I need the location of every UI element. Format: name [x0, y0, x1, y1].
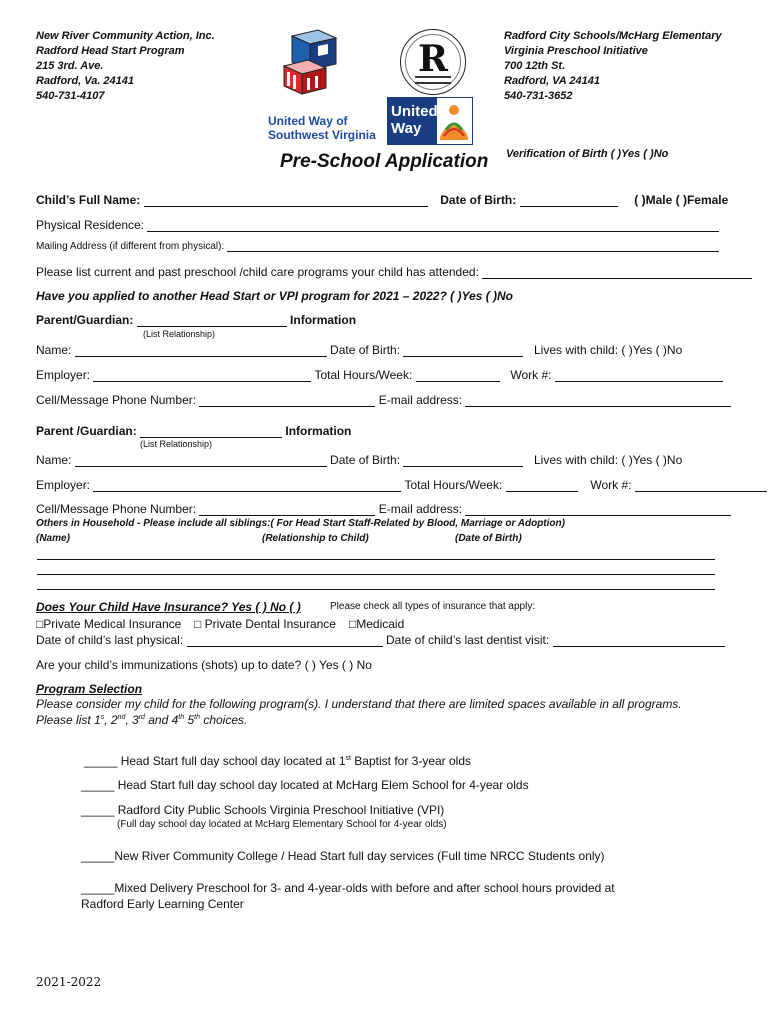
- header-left-address: [36, 29, 215, 104]
- guardian1-employer-row: [36, 368, 723, 382]
- guardian2-email-label: E-mail address:: [378, 502, 463, 516]
- last-dentist-row: [386, 633, 725, 647]
- instruction-part: , 3: [125, 713, 139, 727]
- guardian1-dob-field[interactable]: [403, 344, 523, 357]
- city-state: Radford, VA 24141: [504, 75, 600, 87]
- uw-logo-line1: United: [391, 103, 438, 120]
- program-name: Radford Head Start Program: [36, 45, 185, 57]
- phone-number: 540-731-3652: [504, 90, 573, 102]
- instruction-part: 5: [184, 713, 195, 727]
- guardian1-email-field[interactable]: [465, 394, 731, 407]
- head-start-blocks-logo: [278, 28, 348, 96]
- child-name-row: [36, 193, 728, 207]
- program-option-3-detail: (Full day school day located at McHarg Elementary School for 4-year olds): [117, 819, 447, 830]
- child-gender-choice[interactable]: ( )Male ( )Female: [634, 193, 729, 207]
- preschool-history-field[interactable]: [482, 266, 752, 279]
- page-title: Pre-School Application: [280, 151, 489, 172]
- household-line-3[interactable]: [37, 589, 715, 590]
- immunizations-question[interactable]: Are your child’s immunizations (shots) up to date? ( ) Yes ( ) No: [36, 658, 372, 672]
- radford-logo-letter: R: [418, 38, 448, 80]
- guardian2-employer-field[interactable]: [93, 479, 401, 492]
- guardian1-relationship-field[interactable]: [137, 314, 287, 327]
- united-way-hand-icon: [438, 100, 470, 142]
- private-dental-checkbox[interactable]: □ Private Dental Insurance: [194, 617, 336, 631]
- guardian2-heading-row: [36, 424, 351, 438]
- household-col-name: (Name): [36, 533, 70, 544]
- preschool-history-label: Please list current and past preschool /child care programs your child has attended:: [36, 265, 479, 279]
- preschool-history-row: [36, 265, 752, 279]
- guardian1-hours-field[interactable]: [416, 369, 500, 382]
- guardian1-name-label: Name:: [36, 343, 72, 357]
- city-state: Radford, Va. 24141: [36, 75, 135, 87]
- physical-residence-label: Physical Residence:: [36, 218, 145, 232]
- program-option-text: _____ Head Start full day school day located at 1: [84, 754, 346, 768]
- instruction-part: Please list 1: [36, 713, 101, 727]
- guardian2-lives-with[interactable]: Lives with child: ( )Yes ( )No: [534, 453, 683, 467]
- street-address: 700 12th St.: [504, 60, 566, 72]
- guardian2-phone-row: [36, 502, 731, 516]
- uw-logo-text-box: [388, 98, 437, 144]
- guardian1-employer-label: Employer:: [36, 368, 91, 382]
- program-option-4[interactable]: _____New River Community College / Head Start full day services (Full time NRCC Students only): [81, 849, 605, 863]
- guardian1-heading-row: [36, 313, 356, 327]
- last-physical-row: [36, 633, 383, 647]
- program-option-sup: st: [345, 755, 351, 762]
- household-col-dob: (Date of Birth): [455, 533, 522, 544]
- guardian2-email-field[interactable]: [465, 503, 731, 516]
- last-physical-label: Date of child’s last physical:: [36, 633, 184, 647]
- instruction-sup: th: [178, 714, 185, 721]
- uw-line2: Southwest Virginia: [268, 128, 376, 142]
- guardian2-phone-field[interactable]: [199, 503, 375, 516]
- birth-verification: Verification of Birth ( )Yes ( )No: [506, 148, 669, 160]
- instruction-part: choices.: [200, 713, 248, 727]
- instruction-part: and 4: [144, 713, 179, 727]
- guardian1-dob-label: Date of Birth:: [330, 343, 401, 357]
- guardian2-relationship-field[interactable]: [140, 425, 282, 438]
- mailing-address-field[interactable]: [227, 241, 719, 252]
- phone-number: 540-731-4107: [36, 90, 105, 102]
- uw-logo-line2: Way: [391, 120, 422, 137]
- guardian2-hours-field[interactable]: [506, 479, 578, 492]
- guardian2-employer-label: Employer:: [36, 478, 91, 492]
- program-option-1[interactable]: [84, 754, 471, 768]
- guardian1-work-label: Work #:: [510, 368, 552, 382]
- guardian1-phone-row: [36, 393, 731, 407]
- program-heading: Program Selection: [36, 682, 143, 696]
- guardian2-dob-field[interactable]: [403, 454, 523, 467]
- last-dentist-label: Date of child’s last dentist visit:: [386, 633, 550, 647]
- instruction-part: , 2: [104, 713, 118, 727]
- medicaid-checkbox[interactable]: □Medicaid: [349, 617, 405, 631]
- household-line-1[interactable]: [37, 559, 715, 560]
- guardian2-work-label: Work #:: [590, 478, 632, 492]
- guardian1-phone-field[interactable]: [199, 394, 375, 407]
- guardian1-heading: Parent/Guardian:: [36, 313, 134, 327]
- program-intro: Please consider my child for the following program(s). I understand that there are limited spaces available in all programs.: [36, 697, 682, 711]
- guardian1-name-field[interactable]: [75, 344, 327, 357]
- guardian1-hours-label: Total Hours/Week:: [314, 368, 413, 382]
- guardian2-employer-row: [36, 478, 767, 492]
- instruction-sup: nd: [117, 714, 126, 721]
- insurance-check-types: Please check all types of insurance that apply:: [330, 601, 536, 612]
- program-choice-instruction: [36, 713, 247, 727]
- school-name: Radford City Schools/McHarg Elementary: [504, 30, 722, 42]
- physical-residence-row: [36, 218, 719, 232]
- guardian2-dob-label: Date of Birth:: [330, 453, 401, 467]
- program-option-text: Baptist for 3-year olds: [350, 754, 472, 768]
- guardian2-hours-label: Total Hours/Week:: [404, 478, 503, 492]
- household-heading: Others in Household - Please include all siblings:( For Head Start Staff-Related by Blood, Marriage or Adoption): [36, 518, 565, 529]
- child-full-name-field[interactable]: [144, 194, 428, 207]
- program-option-2[interactable]: _____ Head Start full day school day located at McHarg Elem School for 4-year olds: [81, 778, 529, 792]
- guardian1-name-row: [36, 343, 523, 357]
- program-option-5-location: Radford Early Learning Center: [81, 897, 244, 911]
- program-option-3[interactable]: _____ Radford City Public Schools Virginia Preschool Initiative (VPI): [81, 803, 445, 817]
- header-right-address: [504, 29, 722, 104]
- guardian2-name-row: [36, 453, 523, 467]
- instruction-sup: th: [194, 714, 200, 721]
- child-dob-label: Date of Birth:: [440, 193, 517, 207]
- guardian2-information: Information: [285, 424, 352, 438]
- guardian1-work-field[interactable]: [555, 369, 723, 382]
- guardian1-lives-with[interactable]: Lives with child: ( )Yes ( )No: [534, 343, 683, 357]
- guardian2-heading: Parent /Guardian:: [36, 424, 137, 438]
- street-address: 215 3rd. Ave.: [36, 60, 104, 72]
- footer-year: 2021-2022: [36, 975, 102, 989]
- guardian2-relationship-hint: (List Relationship): [140, 439, 213, 449]
- insurance-question[interactable]: Does Your Child Have Insurance? Yes ( ) No ( ): [36, 600, 301, 614]
- physical-residence-field[interactable]: [147, 219, 719, 232]
- united-way-sw-va-logo: [268, 114, 376, 142]
- child-dob-field[interactable]: [520, 194, 618, 207]
- private-medical-checkbox[interactable]: □Private Medical Insurance: [36, 617, 182, 631]
- initiative-name: Virginia Preschool Initiative: [504, 45, 648, 57]
- guardian2-phone-label: Cell/Message Phone Number:: [36, 502, 197, 516]
- household-col-relationship: (Relationship to Child): [262, 533, 369, 544]
- instruction-sup: s: [100, 714, 105, 721]
- radford-schools-logo: [400, 29, 466, 95]
- child-full-name-label: Child’s Full Name:: [36, 193, 141, 207]
- last-dentist-field[interactable]: [553, 634, 725, 647]
- guardian1-relationship-hint: (List Relationship): [143, 329, 216, 339]
- guardian1-phone-label: Cell/Message Phone Number:: [36, 393, 197, 407]
- applied-question[interactable]: Have you applied to another Head Start or VPI program for 2021 – 2022? ( )Yes ( )No: [36, 289, 514, 303]
- guardian1-email-label: E-mail address:: [378, 393, 463, 407]
- program-option-5[interactable]: _____Mixed Delivery Preschool for 3- and 4-year-olds with before and after school hours provided at: [81, 881, 615, 895]
- guardian2-name-field[interactable]: [75, 454, 327, 467]
- guardian2-work-field[interactable]: [635, 479, 767, 492]
- radford-logo-waves: [415, 76, 451, 84]
- guardian2-name-label: Name:: [36, 453, 72, 467]
- household-line-2[interactable]: [37, 574, 715, 575]
- mailing-address-label: Mailing Address (if different from physical):: [36, 241, 225, 252]
- org-name: New River Community Action, Inc.: [36, 30, 215, 42]
- guardian1-information: Information: [290, 313, 357, 327]
- guardian1-employer-field[interactable]: [93, 369, 311, 382]
- last-physical-field[interactable]: [187, 634, 383, 647]
- instruction-sup: rd: [138, 714, 145, 721]
- mailing-address-row: [36, 241, 719, 252]
- united-way-logo: [387, 97, 473, 145]
- uw-line1: United Way of: [268, 114, 348, 128]
